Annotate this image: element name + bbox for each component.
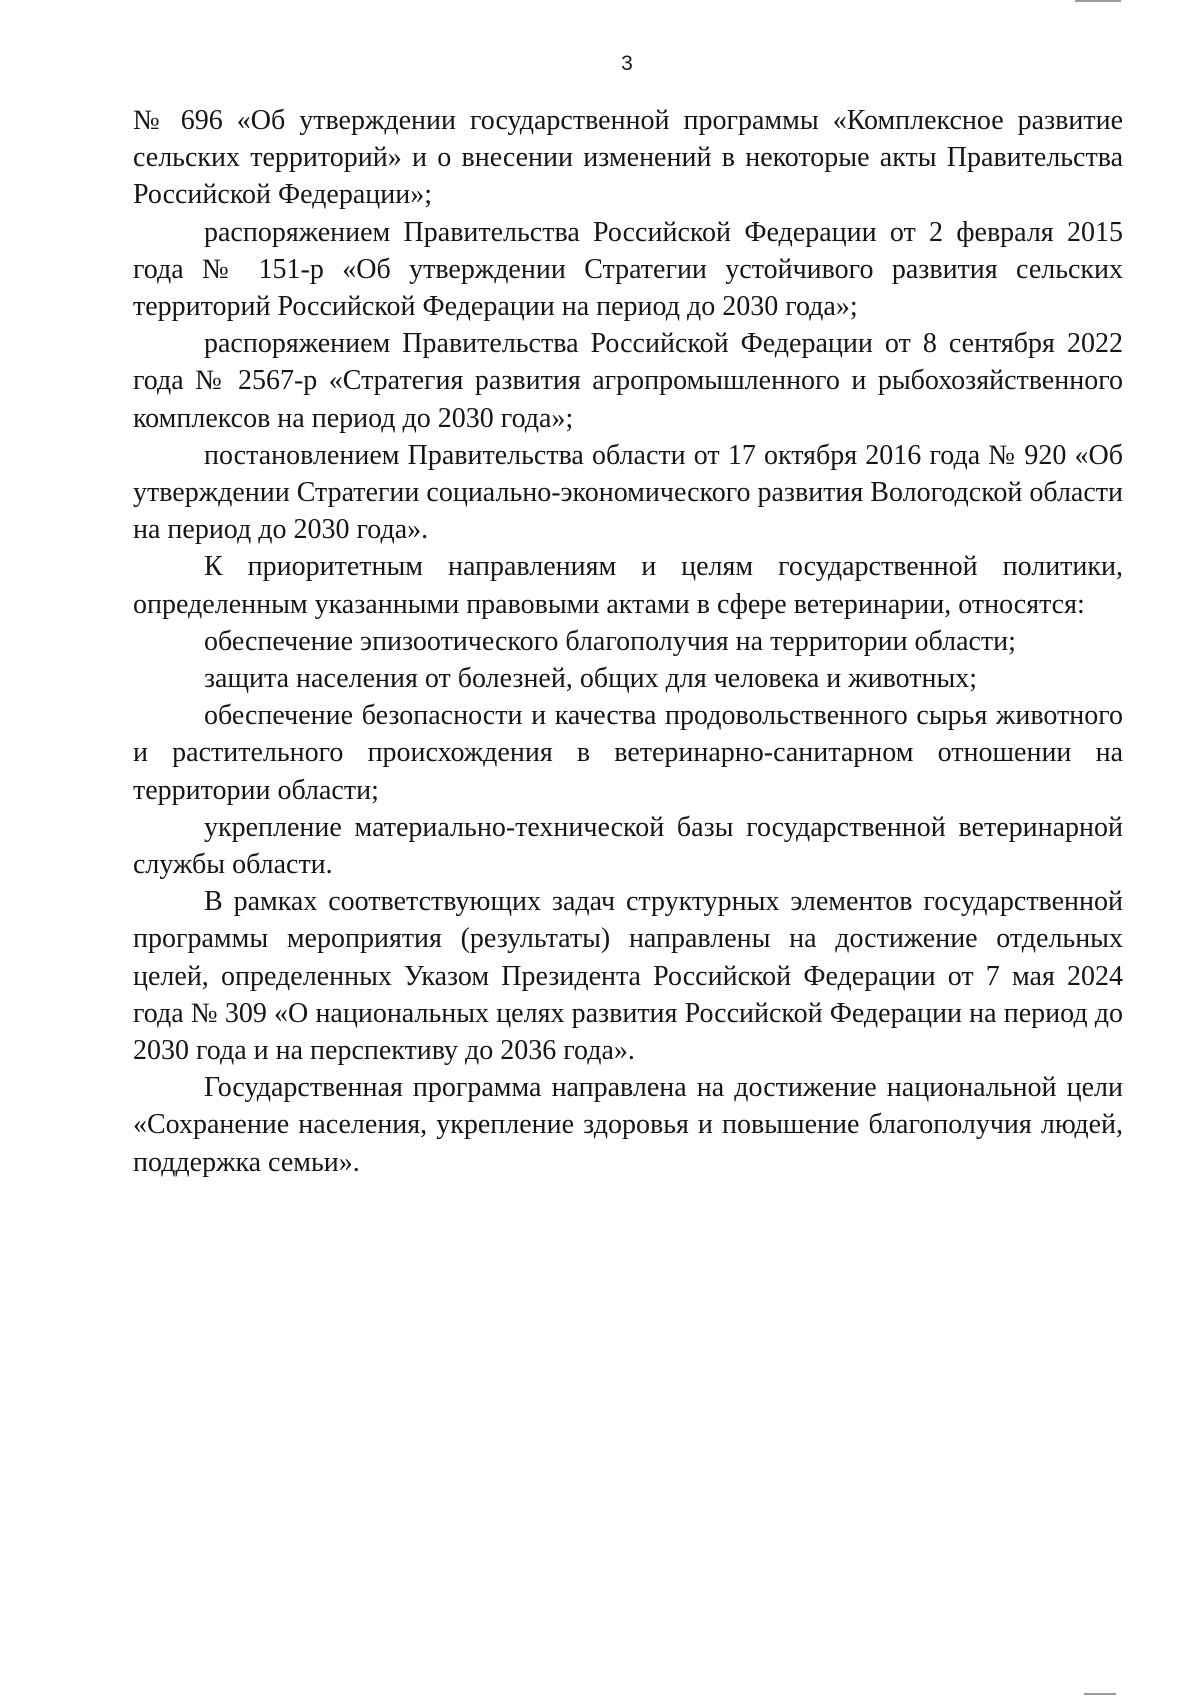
paragraph: обеспечение эпизоотического благополучия на территории области; — [204, 625, 1016, 657]
paragraph: К приоритетным направлениям и целям государственной политики, определенным указанными правовыми актами в сфере ветеринарии, относятся: — [133, 551, 1123, 620]
paragraph: обеспечение безопасности и качества продовольственного сырья животного и растительного происхождения в ветеринарно-санитарном отношении на территории области; — [133, 700, 1123, 806]
scan-mark-top — [1075, 0, 1121, 2]
paragraph: Государственная программа направлена на достижение национальной цели «Сохранение населения, укрепление здоровья и повышение благополучия людей, поддержка семьи». — [133, 1072, 1123, 1178]
page-number: 3 — [621, 52, 633, 75]
paragraph: В рамках соответствующих задач структурных элементов государственной программы мероприятия (результаты) направлены на достижение отдельных целей, определенных Указом Президента Российской Федерации от 7 мая 2024 года № 309 «О национальных целях развития Российской Федерации на период до 2030 года и на перспективу до 2036 года». — [133, 886, 1123, 1067]
scan-mark-bottom — [1084, 1693, 1116, 1695]
paragraph: укрепление материально-технической базы государственной ветеринарной службы области. — [133, 811, 1123, 881]
paragraph: постановлением Правительства области от 17 октября 2016 года № 920 «Об утверждении Стратегии социально-экономического развития Вологодской области на период до 2030 года». — [133, 439, 1123, 546]
document-body — [133, 102, 1123, 1181]
paragraph: распоряжением Правительства Российской Федерации от 8 сентября 2022 года № 2567-р «Стратегия развития агропромышленного и рыбохозяйственного комплексов на период до 2030 года»; — [133, 328, 1123, 434]
paragraph: № 696 «Об утверждении государственной программы «Комплексное развитие сельских территорий» и о внесении изменений в некоторые акты Правительства Российской Федерации»; — [133, 105, 1123, 211]
paragraph: защита населения от болезней, общих для человека и животных; — [204, 663, 978, 695]
paragraph: распоряжением Правительства Российской Федерации от 2 февраля 2015 года № 151-р «Об утверждении Стратегии устойчивого развития сельских территорий Российской Федерации на период до 2030 года»; — [133, 216, 1123, 323]
